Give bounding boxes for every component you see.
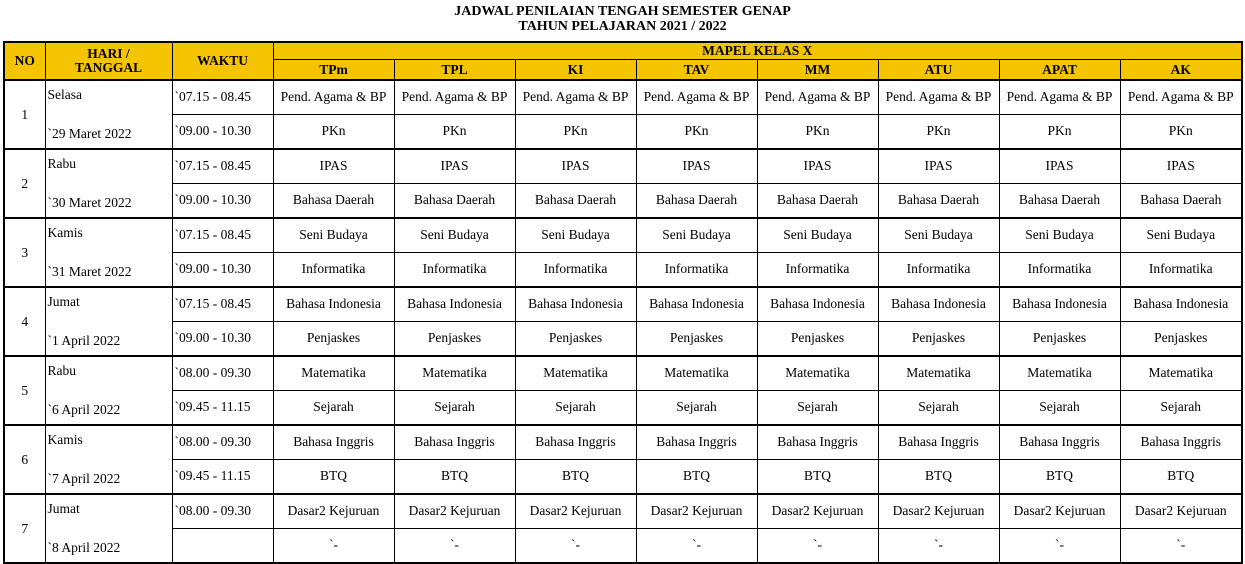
subject-cell: Bahasa Daerah [515, 183, 636, 218]
subject-cell: Dasar2 Kejuruan [878, 494, 999, 528]
subject-cell: IPAS [1120, 149, 1242, 183]
subject-cell: Dasar2 Kejuruan [273, 494, 394, 528]
header-class-atu: ATU [878, 60, 999, 81]
subject-cell: Informatika [757, 252, 878, 287]
subject-cell: Informatika [999, 252, 1120, 287]
subject-cell: BTQ [878, 459, 999, 494]
table-row [4, 287, 1242, 321]
table-row [4, 390, 1242, 425]
subject-cell: PKn [394, 114, 515, 149]
subject-cell: Bahasa Inggris [273, 425, 394, 459]
subject-cell: Pend. Agama & BP [999, 80, 1120, 114]
day-name: Rabu [45, 149, 172, 183]
subject-cell: Bahasa Inggris [394, 425, 515, 459]
subject-cell: BTQ [757, 459, 878, 494]
subject-cell: BTQ [1120, 459, 1242, 494]
subject-cell: Sejarah [757, 390, 878, 425]
table-row [4, 149, 1242, 183]
subject-cell: PKn [757, 114, 878, 149]
document-title [0, 0, 1245, 34]
time-slot-2: `09.00 - 10.30 [172, 321, 273, 356]
day-name: Rabu [45, 356, 172, 390]
subject-cell: Matematika [999, 356, 1120, 390]
date: `29 Maret 2022 [45, 114, 172, 149]
subject-cell: IPAS [394, 149, 515, 183]
subject-cell: Sejarah [999, 390, 1120, 425]
subject-cell: Seni Budaya [636, 218, 757, 252]
subject-cell: IPAS [999, 149, 1120, 183]
subject-cell: BTQ [999, 459, 1120, 494]
subject-cell: BTQ [273, 459, 394, 494]
time-slot-1: `08.00 - 09.30 [172, 356, 273, 390]
subject-cell: Bahasa Daerah [1120, 183, 1242, 218]
subject-cell: IPAS [757, 149, 878, 183]
subject-cell: Seni Budaya [757, 218, 878, 252]
subject-cell: Seni Budaya [999, 218, 1120, 252]
subject-cell: BTQ [515, 459, 636, 494]
day-name: Kamis [45, 425, 172, 459]
subject-cell: PKn [1120, 114, 1242, 149]
date: `31 Maret 2022 [45, 252, 172, 287]
row-number: 5 [4, 356, 45, 425]
subject-cell: Dasar2 Kejuruan [636, 494, 757, 528]
time-slot-1: `07.15 - 08.45 [172, 218, 273, 252]
header-class-ak: AK [1120, 60, 1242, 81]
row-number: 4 [4, 287, 45, 356]
subject-cell: Bahasa Daerah [999, 183, 1120, 218]
table-row [4, 183, 1242, 218]
subject-cell: PKn [515, 114, 636, 149]
time-slot-2: `09.45 - 11.15 [172, 459, 273, 494]
subject-cell: Bahasa Indonesia [999, 287, 1120, 321]
subject-cell: Informatika [878, 252, 999, 287]
subject-cell: Dasar2 Kejuruan [1120, 494, 1242, 528]
subject-cell: PKn [878, 114, 999, 149]
subject-cell: Sejarah [878, 390, 999, 425]
subject-cell: Penjaskes [515, 321, 636, 356]
subject-cell: Pend. Agama & BP [878, 80, 999, 114]
subject-cell: Bahasa Inggris [636, 425, 757, 459]
subject-cell: IPAS [273, 149, 394, 183]
date: `7 April 2022 [45, 459, 172, 494]
subject-cell: Informatika [515, 252, 636, 287]
subject-cell: Informatika [1120, 252, 1242, 287]
subject-cell: Informatika [273, 252, 394, 287]
subject-cell: Matematika [394, 356, 515, 390]
date: `1 April 2022 [45, 321, 172, 356]
time-slot-1: `07.15 - 08.45 [172, 287, 273, 321]
subject-cell: Penjaskes [999, 321, 1120, 356]
table-row [4, 114, 1242, 149]
subject-cell: `- [757, 528, 878, 563]
table-row [4, 459, 1242, 494]
subject-cell: Penjaskes [394, 321, 515, 356]
subject-cell: Seni Budaya [394, 218, 515, 252]
subject-cell: `- [636, 528, 757, 563]
subject-cell: Matematika [878, 356, 999, 390]
subject-cell: IPAS [515, 149, 636, 183]
time-slot-2: `09.00 - 10.30 [172, 183, 273, 218]
subject-cell: PKn [273, 114, 394, 149]
subject-cell: Bahasa Daerah [636, 183, 757, 218]
day-name: Jumat [45, 494, 172, 528]
subject-cell: Pend. Agama & BP [757, 80, 878, 114]
row-number: 6 [4, 425, 45, 494]
subject-cell: Bahasa Inggris [999, 425, 1120, 459]
header-class-tpl: TPL [394, 60, 515, 81]
subject-cell: `- [1120, 528, 1242, 563]
table-row [4, 80, 1242, 114]
table-row [4, 356, 1242, 390]
day-name: Selasa [45, 80, 172, 114]
subject-cell: Pend. Agama & BP [394, 80, 515, 114]
table-row [4, 425, 1242, 459]
subject-cell: Bahasa Indonesia [636, 287, 757, 321]
table-row [4, 218, 1242, 252]
schedule-table [3, 41, 1243, 564]
subject-cell: `- [878, 528, 999, 563]
row-number: 7 [4, 494, 45, 563]
subject-cell: Penjaskes [878, 321, 999, 356]
subject-cell: Matematika [273, 356, 394, 390]
subject-cell: Pend. Agama & BP [273, 80, 394, 114]
subject-cell: Seni Budaya [273, 218, 394, 252]
header-class-tpm: TPm [273, 60, 394, 81]
header-row-1 [4, 42, 1242, 60]
subject-cell: Dasar2 Kejuruan [757, 494, 878, 528]
header-hari: HARI / [87, 46, 130, 61]
time-slot-2: `09.00 - 10.30 [172, 252, 273, 287]
subject-cell: Pend. Agama & BP [636, 80, 757, 114]
header-class-mm: MM [757, 60, 878, 81]
subject-cell: Informatika [636, 252, 757, 287]
subject-cell: Seni Budaya [878, 218, 999, 252]
header-hari-tanggal [45, 42, 172, 80]
date: `8 April 2022 [45, 528, 172, 563]
table-row [4, 494, 1242, 528]
header-waktu: WAKTU [172, 42, 273, 80]
subject-cell: Dasar2 Kejuruan [394, 494, 515, 528]
time-slot-2: `09.00 - 10.30 [172, 114, 273, 149]
subject-cell: `- [394, 528, 515, 563]
subject-cell: Bahasa Daerah [394, 183, 515, 218]
subject-cell: Informatika [394, 252, 515, 287]
subject-cell: Bahasa Indonesia [1120, 287, 1242, 321]
header-no: NO [4, 42, 45, 80]
subject-cell: PKn [999, 114, 1120, 149]
time-slot-1: `07.15 - 08.45 [172, 80, 273, 114]
row-number: 1 [4, 80, 45, 149]
subject-cell: Penjaskes [273, 321, 394, 356]
subject-cell: BTQ [394, 459, 515, 494]
header-class-tav: TAV [636, 60, 757, 81]
subject-cell: Sejarah [273, 390, 394, 425]
day-name: Kamis [45, 218, 172, 252]
time-slot-1: `07.15 - 08.45 [172, 149, 273, 183]
row-number: 2 [4, 149, 45, 218]
subject-cell: Bahasa Indonesia [273, 287, 394, 321]
time-slot-2: `09.45 - 11.15 [172, 390, 273, 425]
subject-cell: BTQ [636, 459, 757, 494]
subject-cell: Penjaskes [636, 321, 757, 356]
subject-cell: PKn [636, 114, 757, 149]
subject-cell: Matematika [636, 356, 757, 390]
subject-cell: Bahasa Indonesia [515, 287, 636, 321]
subject-cell: Bahasa Indonesia [757, 287, 878, 321]
subject-cell: Sejarah [394, 390, 515, 425]
subject-cell: Bahasa Daerah [273, 183, 394, 218]
header-class-ki: KI [515, 60, 636, 81]
subject-cell: Bahasa Inggris [757, 425, 878, 459]
subject-cell: Pend. Agama & BP [515, 80, 636, 114]
subject-cell: Bahasa Indonesia [878, 287, 999, 321]
subject-cell: Bahasa Daerah [757, 183, 878, 218]
subject-cell: Sejarah [515, 390, 636, 425]
table-row [4, 321, 1242, 356]
subject-cell: Bahasa Indonesia [394, 287, 515, 321]
title-line-1: JADWAL PENILAIAN TENGAH SEMESTER GENAP [454, 4, 791, 19]
subject-cell: Seni Budaya [515, 218, 636, 252]
subject-cell: Matematika [757, 356, 878, 390]
schedule-body [4, 80, 1242, 563]
title-line-2: TAHUN PELAJARAN 2021 / 2022 [518, 19, 727, 34]
subject-cell: IPAS [878, 149, 999, 183]
subject-cell: `- [273, 528, 394, 563]
time-slot-1: `08.00 - 09.30 [172, 494, 273, 528]
row-number: 3 [4, 218, 45, 287]
date: `6 April 2022 [45, 390, 172, 425]
header-class-apat: APAT [999, 60, 1120, 81]
subject-cell: Dasar2 Kejuruan [515, 494, 636, 528]
subject-cell: Bahasa Inggris [515, 425, 636, 459]
day-name: Jumat [45, 287, 172, 321]
table-row [4, 252, 1242, 287]
header-tanggal: TANGGAL [74, 60, 143, 75]
subject-cell: Pend. Agama & BP [1120, 80, 1242, 114]
subject-cell: Bahasa Daerah [878, 183, 999, 218]
subject-cell: Matematika [515, 356, 636, 390]
date: `30 Maret 2022 [45, 183, 172, 218]
time-slot-1: `08.00 - 09.30 [172, 425, 273, 459]
subject-cell: Matematika [1120, 356, 1242, 390]
subject-cell: Dasar2 Kejuruan [999, 494, 1120, 528]
subject-cell: `- [515, 528, 636, 563]
subject-cell: `- [999, 528, 1120, 563]
subject-cell: Penjaskes [1120, 321, 1242, 356]
header-mapel: MAPEL KELAS X [273, 42, 1242, 60]
subject-cell: Seni Budaya [1120, 218, 1242, 252]
subject-cell: Sejarah [636, 390, 757, 425]
subject-cell: IPAS [636, 149, 757, 183]
subject-cell: Sejarah [1120, 390, 1242, 425]
subject-cell: Bahasa Inggris [878, 425, 999, 459]
subject-cell: Penjaskes [757, 321, 878, 356]
subject-cell: Bahasa Inggris [1120, 425, 1242, 459]
